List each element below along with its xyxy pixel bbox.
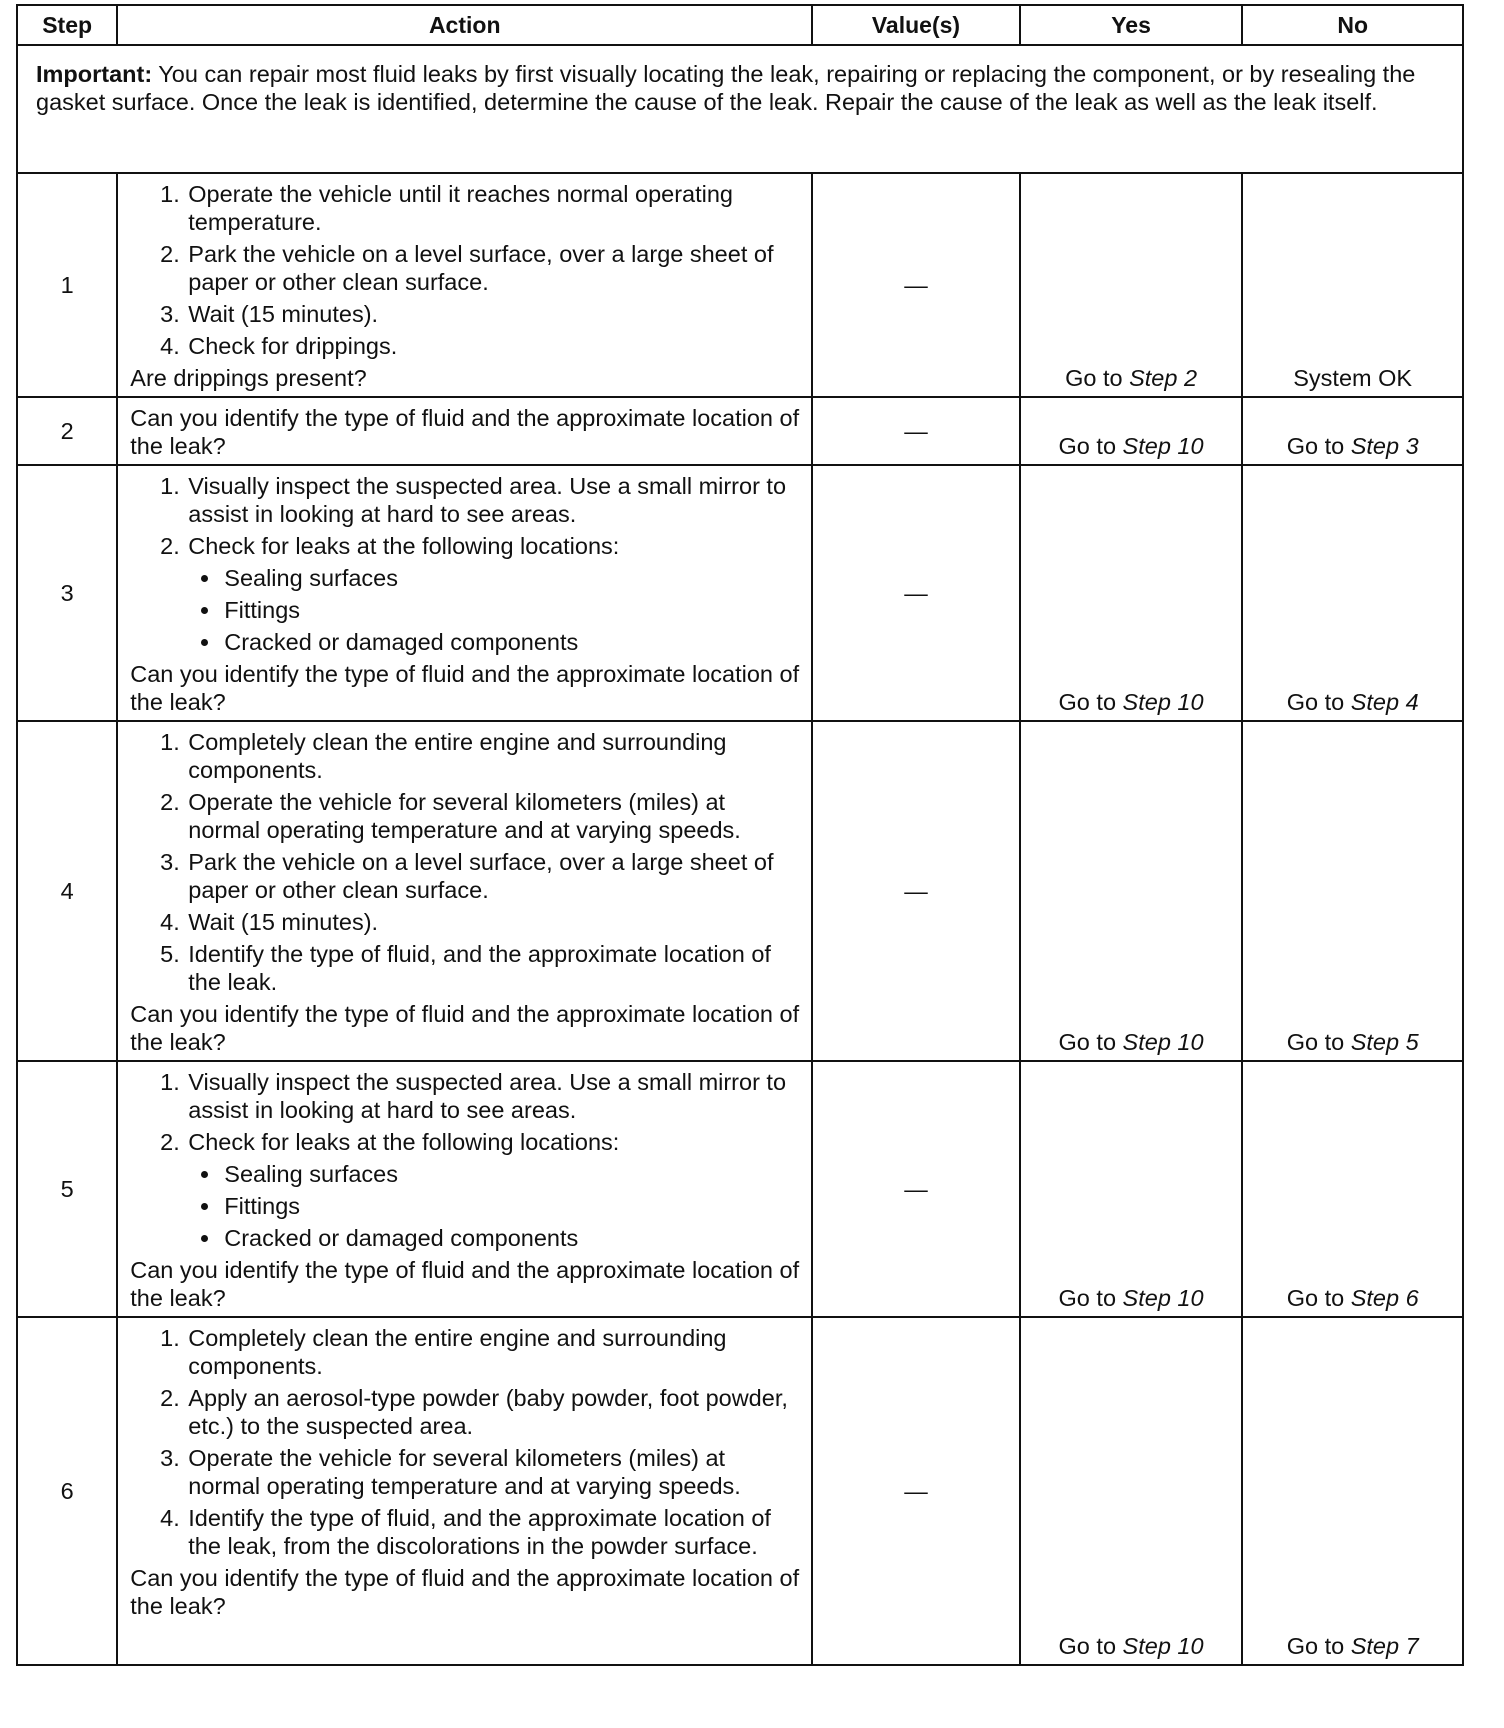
action-question: Can you identify the type of fluid and the approximate location of the leak?	[130, 1001, 800, 1055]
value-cell: —	[812, 721, 1020, 1061]
action-step: 3. Operate the vehicle for several kilometers (miles) at normal operating temperature and at varying speeds.	[186, 1444, 801, 1500]
go-to-text: Go to	[1286, 1285, 1351, 1311]
header-yes: Yes	[1020, 5, 1243, 45]
action-step-text: Check for leaks at the following locations:	[188, 1129, 620, 1155]
action-question: Can you identify the type of fluid and the approximate location of the leak?	[130, 1565, 800, 1619]
yes-step-ref: Step 10	[1122, 1285, 1204, 1311]
important-label: Important:	[36, 61, 153, 87]
yes-step-ref: Step 10	[1122, 433, 1204, 459]
location-list	[188, 564, 801, 656]
action-step: 1. Completely clean the entire engine and surrounding components.	[186, 1324, 801, 1380]
step-number: 1	[17, 173, 117, 397]
action-question: Can you identify the type of fluid and the approximate location of the leak?	[130, 661, 800, 715]
action-step: 1. Completely clean the entire engine and surrounding components.	[186, 728, 801, 784]
no-result: System OK	[1293, 365, 1413, 391]
yes-step-ref: Step 10	[1122, 1029, 1204, 1055]
yes-cell	[1020, 1317, 1243, 1665]
table-row-step-4	[17, 721, 1463, 1061]
action-step	[186, 1128, 801, 1252]
no-cell	[1242, 397, 1463, 465]
action-step: 2. Apply an aerosol-type powder (baby powder, foot powder, etc.) to the suspected area.	[186, 1384, 801, 1440]
yes-step-ref: Step 10	[1122, 1633, 1204, 1659]
yes-cell	[1020, 465, 1243, 721]
table-row-step-3	[17, 465, 1463, 721]
action-cell	[117, 465, 812, 721]
action-step: 3. Park the vehicle on a level surface, over a large sheet of paper or other clean surface.	[186, 848, 801, 904]
action-steps	[130, 472, 801, 656]
go-to-text: Go to	[1286, 1029, 1351, 1055]
action-question: Are drippings present?	[130, 365, 367, 391]
step-number: 6	[17, 1317, 117, 1665]
action-cell	[117, 173, 812, 397]
action-step: 2. Park the vehicle on a level surface, over a large sheet of paper or other clean surface.	[186, 240, 801, 296]
diagnostic-table	[16, 4, 1464, 1666]
action-step	[186, 532, 801, 656]
no-step-ref: Step 5	[1350, 1029, 1419, 1055]
action-steps	[130, 1068, 801, 1252]
action-step: 1. Operate the vehicle until it reaches normal operating temperature.	[186, 180, 801, 236]
value-cell: —	[812, 173, 1020, 397]
go-to-text: Go to	[1286, 1633, 1351, 1659]
action-step: 5. Identify the type of fluid, and the approximate location of the leak.	[186, 940, 801, 996]
action-step: 1. Visually inspect the suspected area. Use a small mirror to assist in looking at hard to see areas.	[186, 1068, 801, 1124]
action-step: 1. Visually inspect the suspected area. Use a small mirror to assist in looking at hard to see areas.	[186, 472, 801, 528]
header-no: No	[1242, 5, 1463, 45]
location-list	[188, 1160, 801, 1252]
table-row-step-5	[17, 1061, 1463, 1317]
go-to-text: Go to	[1286, 433, 1351, 459]
header-values: Value(s)	[812, 5, 1020, 45]
yes-cell	[1020, 397, 1243, 465]
action-steps	[130, 180, 801, 360]
location-item: • Sealing surfaces	[222, 564, 801, 592]
go-to-text: Go to	[1058, 1285, 1123, 1311]
action-step-text: Check for leaks at the following locations:	[188, 533, 620, 559]
action-question: Can you identify the type of fluid and the approximate location of the leak?	[130, 405, 800, 459]
table-row-step-6	[17, 1317, 1463, 1665]
go-to-text: Go to	[1058, 433, 1123, 459]
no-cell	[1242, 1061, 1463, 1317]
no-step-ref: Step 7	[1350, 1633, 1419, 1659]
value-cell: —	[812, 1061, 1020, 1317]
value-cell: —	[812, 397, 1020, 465]
no-cell	[1242, 1317, 1463, 1665]
no-step-ref: Step 3	[1350, 433, 1419, 459]
location-item: • Fittings	[222, 1192, 801, 1220]
no-step-ref: Step 4	[1350, 689, 1419, 715]
action-cell	[117, 397, 812, 465]
action-cell	[117, 721, 812, 1061]
location-item: • Fittings	[222, 596, 801, 624]
important-note	[17, 45, 1463, 173]
step-number: 3	[17, 465, 117, 721]
yes-step-ref: Step 2	[1129, 365, 1198, 391]
header-row	[17, 5, 1463, 45]
important-text: You can repair most fluid leaks by first visually locating the leak, repairing or replacing the component, or by resealing the gasket surface. Once the leak is identified, determine the cause of the leak. Repair the cause of the leak as well as the leak itself.	[36, 61, 1416, 115]
yes-step-ref: Step 10	[1122, 689, 1204, 715]
no-step-ref: Step 6	[1350, 1285, 1419, 1311]
go-to-text: Go to	[1286, 689, 1351, 715]
important-note-row	[17, 45, 1463, 173]
step-number: 5	[17, 1061, 117, 1317]
action-step: 3. Wait (15 minutes).	[186, 300, 801, 328]
yes-cell	[1020, 1061, 1243, 1317]
no-cell	[1242, 173, 1463, 397]
no-cell	[1242, 721, 1463, 1061]
location-item: • Cracked or damaged components	[222, 628, 801, 656]
value-cell: —	[812, 465, 1020, 721]
header-action: Action	[117, 5, 812, 45]
location-item: • Sealing surfaces	[222, 1160, 801, 1188]
action-step: 4. Wait (15 minutes).	[186, 908, 801, 936]
go-to-text: Go to	[1058, 689, 1123, 715]
action-cell	[117, 1317, 812, 1665]
yes-cell	[1020, 721, 1243, 1061]
value-cell: —	[812, 1317, 1020, 1665]
location-item: • Cracked or damaged components	[222, 1224, 801, 1252]
table-row-step-1	[17, 173, 1463, 397]
action-steps	[130, 728, 801, 996]
action-cell	[117, 1061, 812, 1317]
action-steps	[130, 1324, 801, 1560]
step-number: 2	[17, 397, 117, 465]
action-step: 2. Operate the vehicle for several kilometers (miles) at normal operating temperature and at varying speeds.	[186, 788, 801, 844]
go-to-text: Go to	[1058, 1633, 1123, 1659]
header-step: Step	[17, 5, 117, 45]
action-step: 4. Identify the type of fluid, and the approximate location of the leak, from the discolorations in the powder surface.	[186, 1504, 801, 1560]
action-step: 4. Check for drippings.	[186, 332, 801, 360]
go-to-text: Go to	[1065, 365, 1130, 391]
no-cell	[1242, 465, 1463, 721]
step-number: 4	[17, 721, 117, 1061]
yes-cell	[1020, 173, 1243, 397]
table-row-step-2	[17, 397, 1463, 465]
go-to-text: Go to	[1058, 1029, 1123, 1055]
action-question: Can you identify the type of fluid and the approximate location of the leak?	[130, 1257, 800, 1311]
